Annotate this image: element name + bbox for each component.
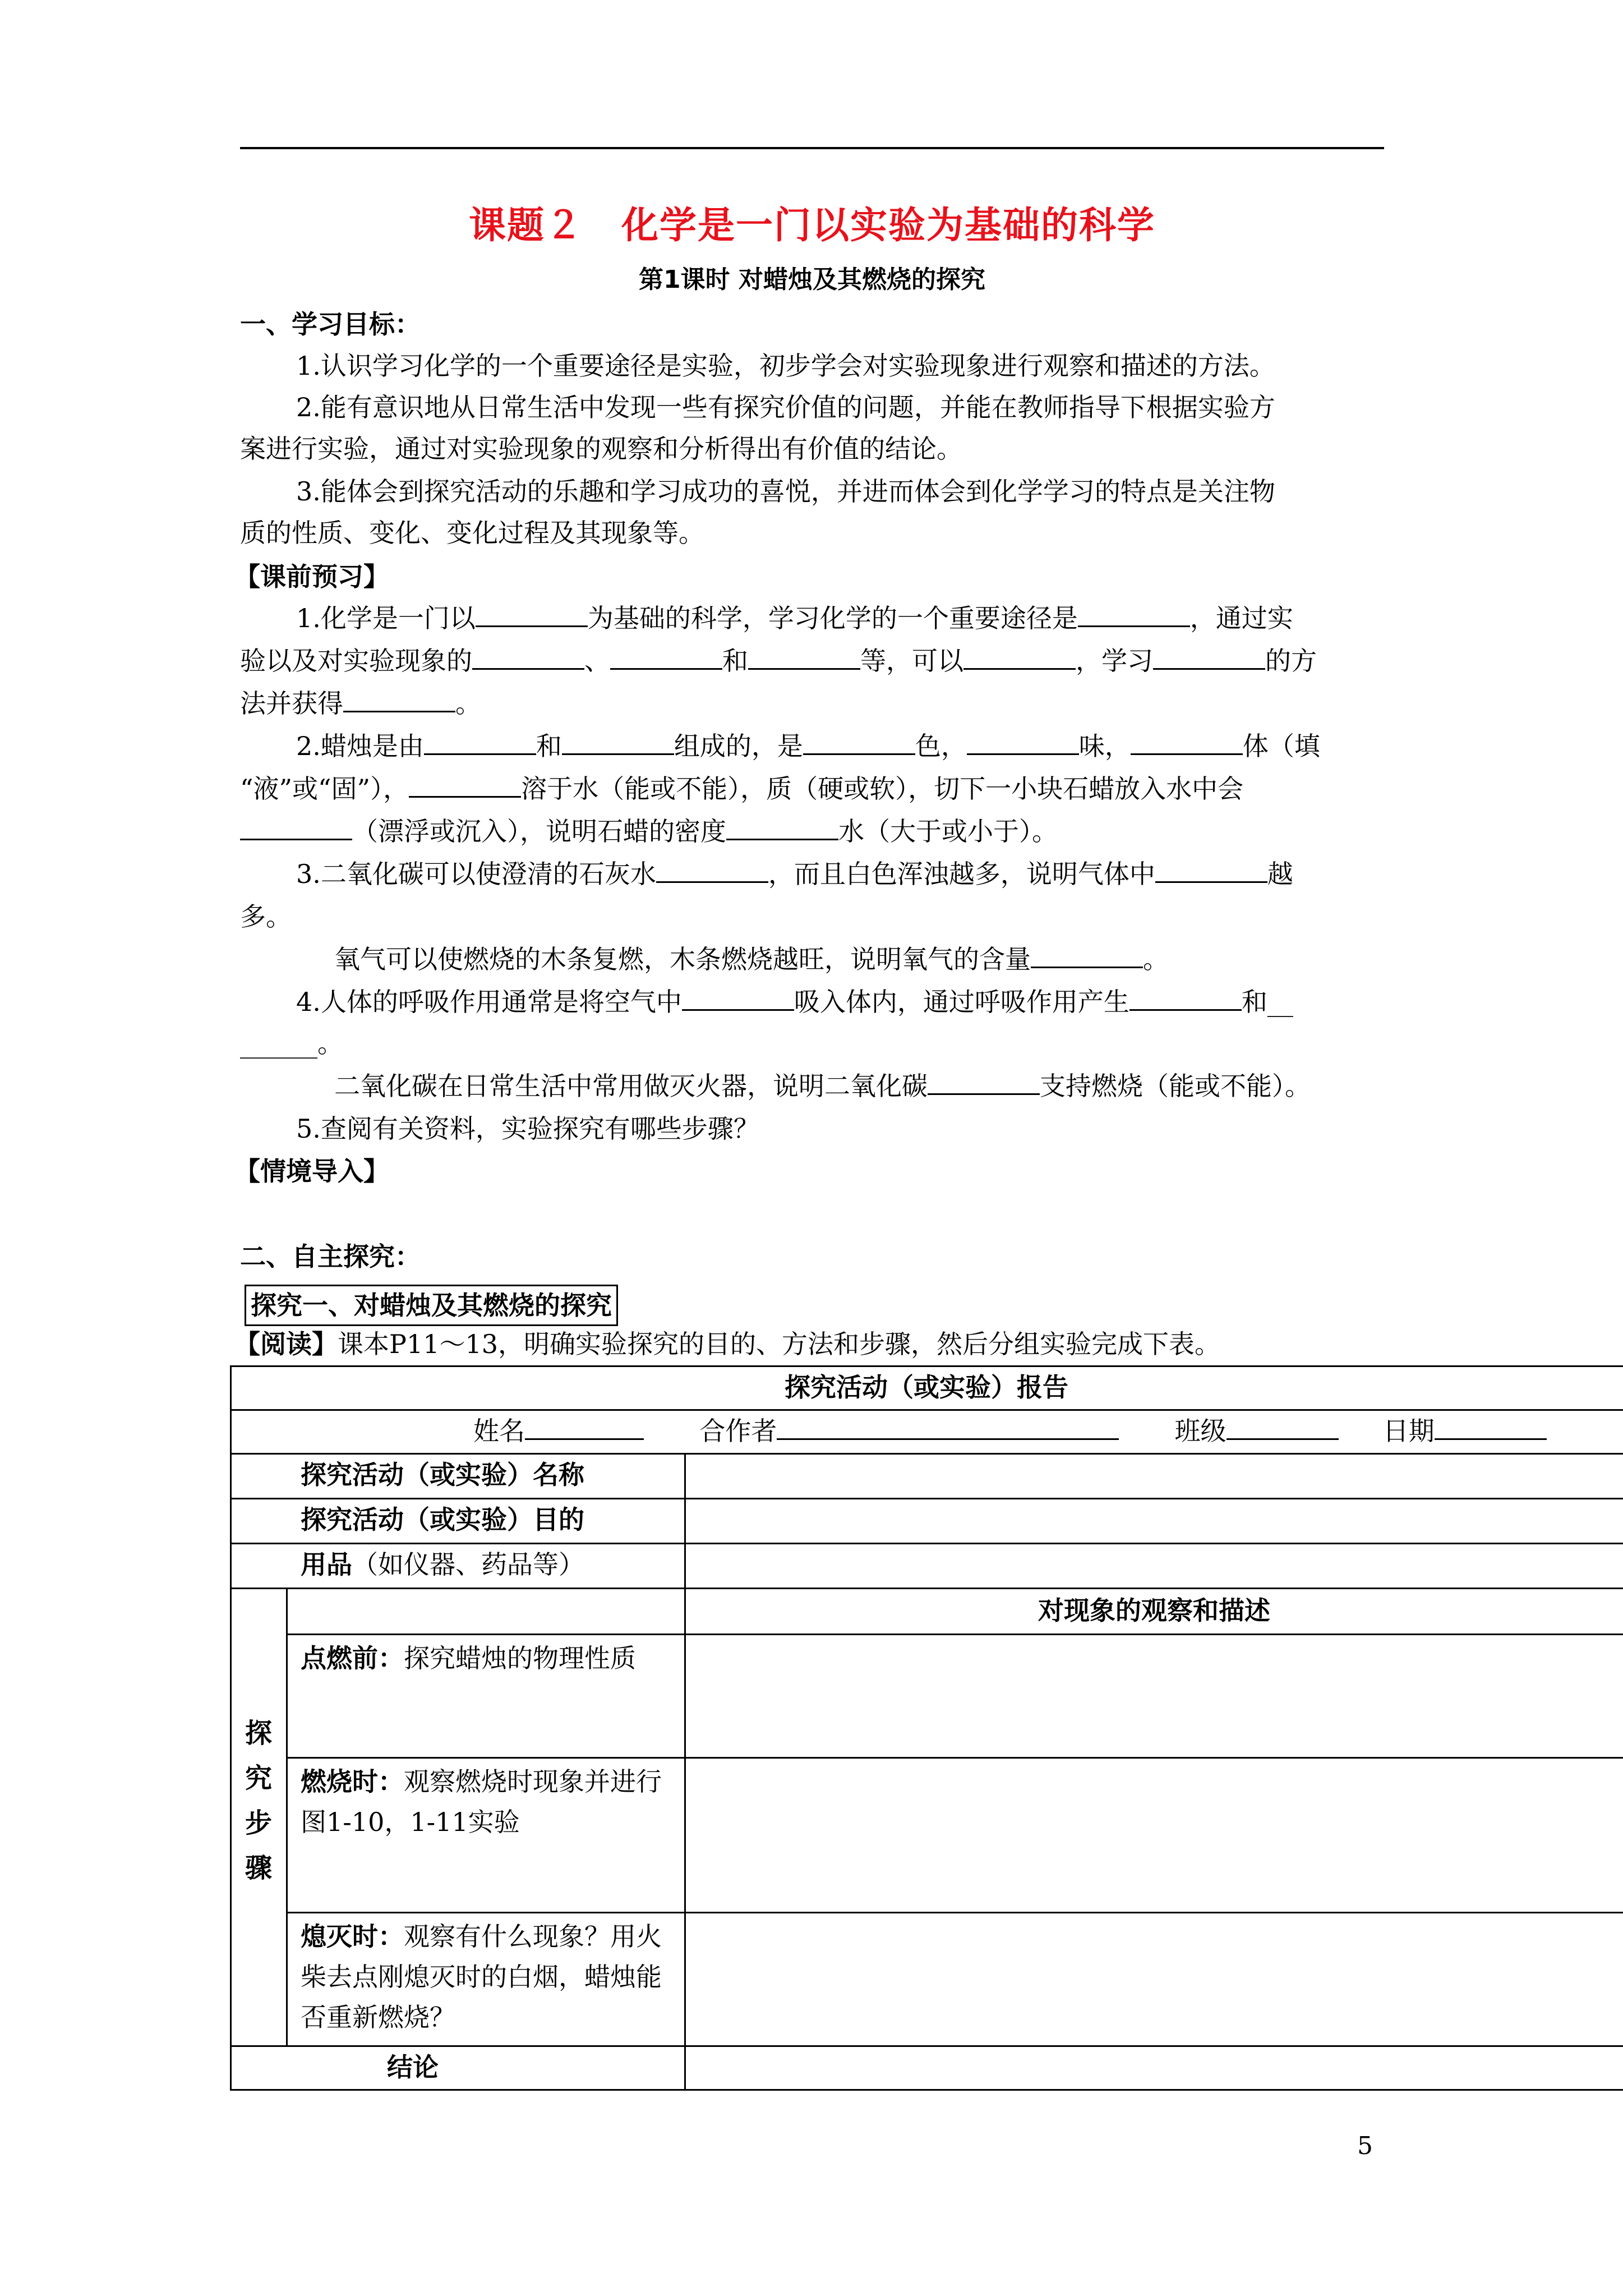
page-subtitle: 第1课时 对蜡烛及其燃烧的探究 (639, 265, 985, 294)
row-activity-name: 探究活动（或实验）名称 (301, 1460, 584, 1490)
preview-q3: 3.二氧化碳可以使澄清的石灰水 ，而且白色浑浊越多，说明气体中 越 (296, 859, 1293, 889)
steps-label-text: 探究步骤 (245, 1718, 272, 1884)
page-title: 课题２ 化学是一门以实验为基础的科学 (469, 204, 1155, 247)
step-while-burning: 燃烧时：观察燃烧时现象并进行图1-10，1-11实验 (301, 1766, 662, 1837)
goal-item-2a: 2.能有意识地从日常生活中发现一些有探究价值的问题，并能在教师指导下根据实验方 (296, 392, 1275, 422)
observation-header: 对现象的观察和描述 (1038, 1595, 1270, 1626)
inquiry-box-title: 探究一、对蜡烛及其燃烧的探究 (245, 1285, 618, 1326)
row-items: 用品（如仪器、药品等） (301, 1549, 584, 1580)
preview-q4b: ______。 (240, 1028, 343, 1059)
preview-q2: 2.蜡烛是由 和 组成的，是 色， 味， 体（填 (296, 731, 1320, 761)
report-fields: 姓名 合作者 班级 日期 (473, 1412, 1547, 1450)
preview-q2c: （漂浮或沉入），说明石蜡的密度 水（大于或小于）。 (240, 815, 1384, 848)
goal-item-1: 1.认识学习化学的一个重要途径是实验，初步学会对实验现象进行观察和描述的方法。 (296, 351, 1275, 381)
preview-q5: 5.查阅有关资料，实验探究有哪些步骤？ (296, 1114, 759, 1144)
preview-q2b: “液”或“固”）， 溶于水（能或不能），质（硬或软），切下一小块石蜡放入水中会 (240, 774, 1244, 804)
preview-q1c: 法并获得 。 (240, 688, 481, 719)
row-conclusion: 结论 (387, 2052, 439, 2082)
goal-item-3b: 质的性质、变化、变化过程及其现象等。 (240, 518, 704, 548)
step-after-extinguish: 熄灭时：观察有什么现象？用火柴去点刚熄灭时的白烟，蜡烛能否重新燃烧？ (301, 1921, 662, 2032)
goal-item-3a: 3.能体会到探究活动的乐趣和学习成功的喜悦，并进而体会到化学学习的特点是关注物 (296, 476, 1275, 507)
preview-q1: 1.化学是一门以 为基础的科学，学习化学的一个重要途径是 ，通过实 (296, 603, 1293, 633)
preview-q4: 4.人体的呼吸作用通常是将空气中 吸入体内，通过呼吸作用产生 和__ (296, 987, 1293, 1017)
preview-q1b: 验以及对实验现象的 、 和 等，可以 ，学习 的方 (240, 646, 1317, 676)
steps-label (241, 1711, 276, 1890)
scenario-heading: 【情境导入】 (234, 1156, 389, 1186)
read-instruction: 【阅读】课本P11～13，明确实验探究的目的、方法和步骤，然后分组实验完成下表。 (234, 1329, 1221, 1359)
row-activity-goal: 探究活动（或实验）目的 (301, 1504, 584, 1535)
preview-q3c: 氧气可以使燃烧的木条复燃，木条燃烧越旺，说明氧气的含量 。 (334, 944, 1169, 974)
goals-heading: 一、学习目标： (240, 309, 421, 339)
report-title: 探究活动（或实验）报告 (785, 1372, 1068, 1402)
preview-q4c: 二氧化碳在日常生活中常用做灭火器，说明二氧化碳 支持燃烧（能或不能）。 (334, 1071, 1311, 1101)
header-rule (240, 147, 1384, 149)
preview-q3b: 多。 (240, 901, 292, 932)
preview-heading: 【课前预习】 (234, 562, 389, 592)
goal-item-2b: 案进行实验，通过对实验现象的观察和分析得出有价值的结论。 (240, 434, 962, 464)
inquiry-heading: 二、自主探究： (240, 1241, 421, 1272)
step-before-lighting: 点燃前：探究蜡烛的物理性质 (301, 1643, 636, 1673)
page-number: 5 (1357, 2132, 1373, 2160)
